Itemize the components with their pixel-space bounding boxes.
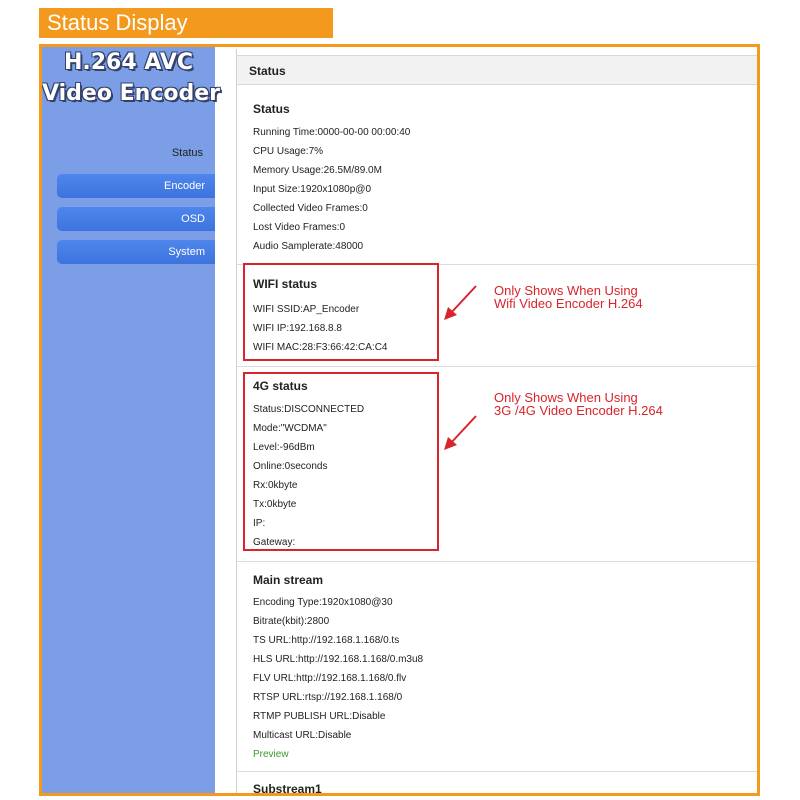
lost-frames: Lost Video Frames:0 — [253, 222, 346, 233]
wifi-annotation-line1: Only Shows When Using — [494, 283, 638, 298]
4g-highlight-box — [243, 372, 439, 551]
sidebar — [42, 47, 220, 793]
wifi-ip: WIFI IP:192.168.8.8 — [253, 323, 342, 334]
hls-url: HLS URL:http://192.168.1.168/0.m3u8 — [253, 654, 424, 665]
4g-level: Level:-96dBm — [253, 442, 315, 453]
panel-title: Status — [237, 55, 760, 85]
divider — [237, 366, 760, 367]
preview-link[interactable]: Preview — [253, 749, 289, 760]
wifi-arrow-icon — [440, 282, 480, 322]
4g-annotation-line1: Only Shows When Using — [494, 390, 638, 405]
substream-title: Substream1 — [253, 782, 322, 796]
4g-annotation-line2: 3G /4G Video Encoder H.264 — [494, 403, 663, 418]
sidebar-item-system[interactable]: System — [57, 240, 215, 264]
bitrate: Bitrate(kbit):2800 — [253, 616, 330, 627]
4g-arrow-icon — [440, 412, 480, 452]
sidebar-item-status[interactable]: Status — [171, 147, 203, 159]
4g-tx: Tx:0kbyte — [253, 499, 297, 510]
logo-line1: H.264 AVC — [63, 50, 194, 75]
4g-online: Online:0seconds — [253, 461, 328, 472]
sidebar-item-encoder[interactable]: Encoder — [57, 174, 215, 198]
audio-samplerate: Audio Samplerate:48000 — [253, 241, 364, 252]
memory-usage: Memory Usage:26.5M/89.0M — [253, 165, 382, 176]
encoding-type: Encoding Type:1920x1080@30 — [253, 597, 393, 608]
flv-url: FLV URL:http://192.168.1.168/0.flv — [253, 673, 407, 684]
4g-mode: Mode:"WCDMA" — [253, 423, 327, 434]
cpu-usage: CPU Usage:7% — [253, 146, 324, 157]
collected-frames: Collected Video Frames:0 — [253, 203, 368, 214]
4g-ip: IP: — [253, 518, 266, 529]
status-section-title: Status — [253, 102, 290, 116]
running-time: Running Time:0000-00-00 00:00:40 — [253, 127, 411, 138]
input-size: Input Size:1920x1080p@0 — [253, 184, 372, 195]
main-stream-title: Main stream — [253, 573, 324, 587]
divider — [237, 561, 760, 562]
wifi-ssid: WIFI SSID:AP_Encoder — [253, 304, 360, 315]
divider — [237, 771, 760, 772]
wifi-mac: WIFI MAC:28:F3:66:42:CA:C4 — [253, 342, 388, 353]
logo-line2: Video Encoder — [42, 81, 220, 106]
wifi-highlight-box — [243, 263, 439, 361]
4g-status: Status:DISCONNECTED — [253, 404, 365, 415]
ts-url: TS URL:http://192.168.1.168/0.ts — [253, 635, 400, 646]
sidebar-item-osd[interactable]: OSD — [57, 207, 215, 231]
4g-rx: Rx:0kbyte — [253, 480, 298, 491]
product-logo — [42, 47, 220, 109]
multicast-url: Multicast URL:Disable — [253, 730, 352, 741]
rtmp-publish-url: RTMP PUBLISH URL:Disable — [253, 711, 386, 722]
4g-gateway: Gateway: — [253, 537, 296, 548]
4g-section-title: 4G status — [253, 379, 308, 393]
page-banner: Status Display — [39, 8, 333, 38]
wifi-section-title: WIFI status — [253, 277, 318, 291]
wifi-annotation-line2: Wifi Video Encoder H.264 — [494, 296, 643, 311]
rtsp-url: RTSP URL:rtsp://192.168.1.168/0 — [253, 692, 403, 703]
